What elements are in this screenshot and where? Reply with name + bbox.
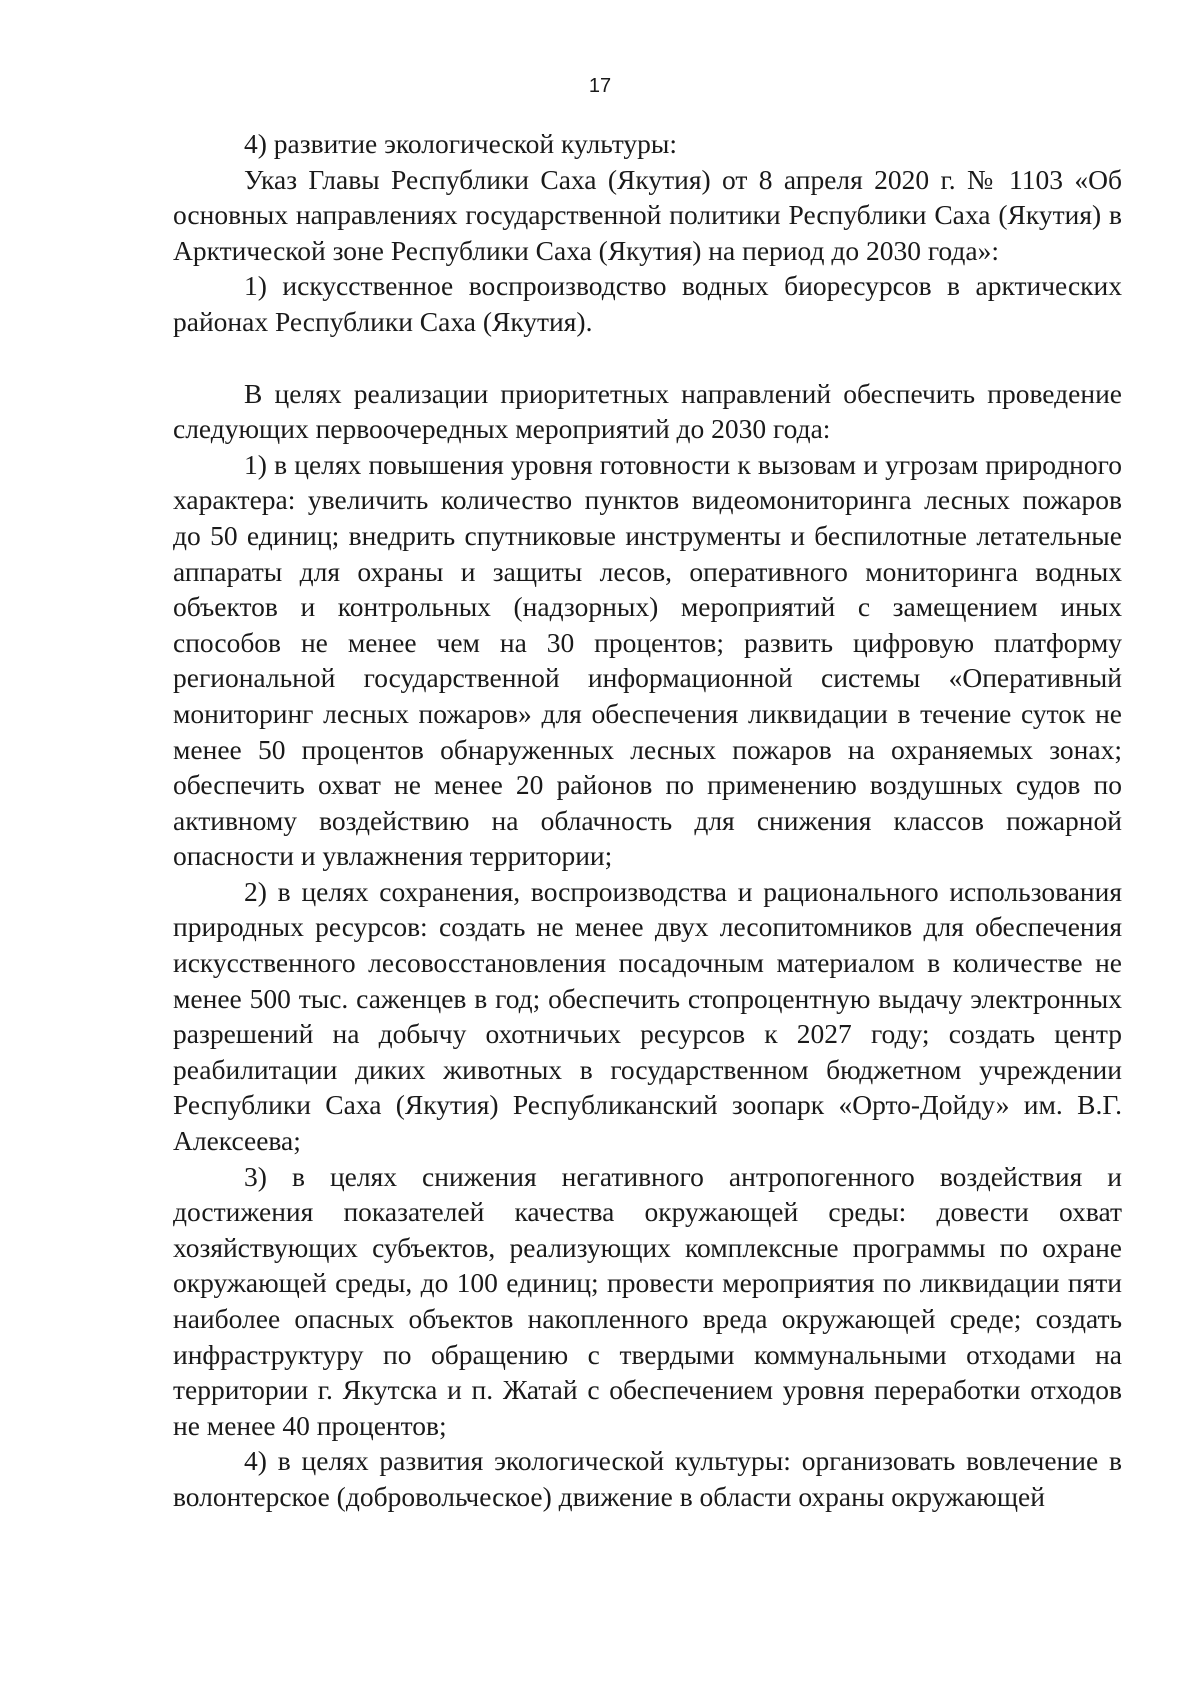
paragraph-ecological-culture: 4) развитие экологической культуры: [244, 128, 677, 159]
document-body [173, 126, 1122, 1515]
paragraph-priority-measures-intro: В целях реализации приоритетных направлений обеспечить проведение следующих первоочередных мероприятий до 2030 года: [173, 377, 1122, 445]
paragraph-bioresources: 1) искусственное воспроизводство водных биоресурсов в арктических районах Республики Саха (Якутия). [173, 270, 1122, 337]
page-number: 17 [588, 75, 612, 97]
paragraph-measure-2: 2) в целях сохранения, воспроизводства и рационального использования природных ресурсов: создать не менее двух лесопитомников для обеспечения искусственного лесовосстановления посадочным материалом в количестве не менее 500 тыс. саженцев в год; обеспечить стопроцентную выдачу электронных разрешений на добычу охотничьих ресурсов к 2027 году; создать центр реабилитации диких животных в государственном бюджетном учреждении Республики Саха (Якутия) Республиканский зоопарк «Орто-Дойду» им. В.Г. Алексеева; [173, 875, 1122, 1157]
paragraph-decree-reference: Указ Главы Республики Саха (Якутия) от 8 апреля 2020 г. № 1103 «Об основных направлениях государственной политики Республики Саха (Якутия) в Арктической зоне Республики Саха (Якутия) на период до 2030 года»: [173, 163, 1122, 266]
paragraph-measure-4: 4) в целях развития экологической культуры: организовать вовлечение в волонтерское (добровольческое) движение в области охраны окружающей [173, 1445, 1122, 1512]
paragraph-measure-3: 3) в целях снижения негативного антропогенного воздействия и достижения показателей качества окружающей среды: довести охват хозяйствующих субъектов, реализующих комплексные программы по охране окружающей среды, до 100 единиц; провести мероприятия по ликвидации пяти наиболее опасных объектов накопленного вреда окружающей среде; создать инфраструктуру по обращению с твердыми коммунальными отходами на территории г. Якутска и п. Жатай с обеспечением уровня переработки отходов не менее 40 процентов; [173, 1160, 1122, 1441]
paragraph-measure-1: 1) в целях повышения уровня готовности к вызовам и угрозам природного характера: увеличить количество пунктов видеомониторинга лесных пожаров до 50 единиц; внедрить спутниковые инструменты и беспилотные летательные аппараты для охраны и защиты лесов, оперативного мониторинга водных объектов и контрольных (надзорных) мероприятий с замещением иных способов не менее чем на 30 процентов; развить цифровую платформу региональной государственной информационной системы «Оперативный мониторинг лесных пожаров» для обеспечения ликвидации в течение суток не менее 50 процентов обнаруженных лесных пожаров на охраняемых зонах; обеспечить охват не менее 20 районов по применению воздушных судов по активному воздействию на облачность для снижения классов пожарной опасности и увлажнения территории; [173, 448, 1122, 872]
